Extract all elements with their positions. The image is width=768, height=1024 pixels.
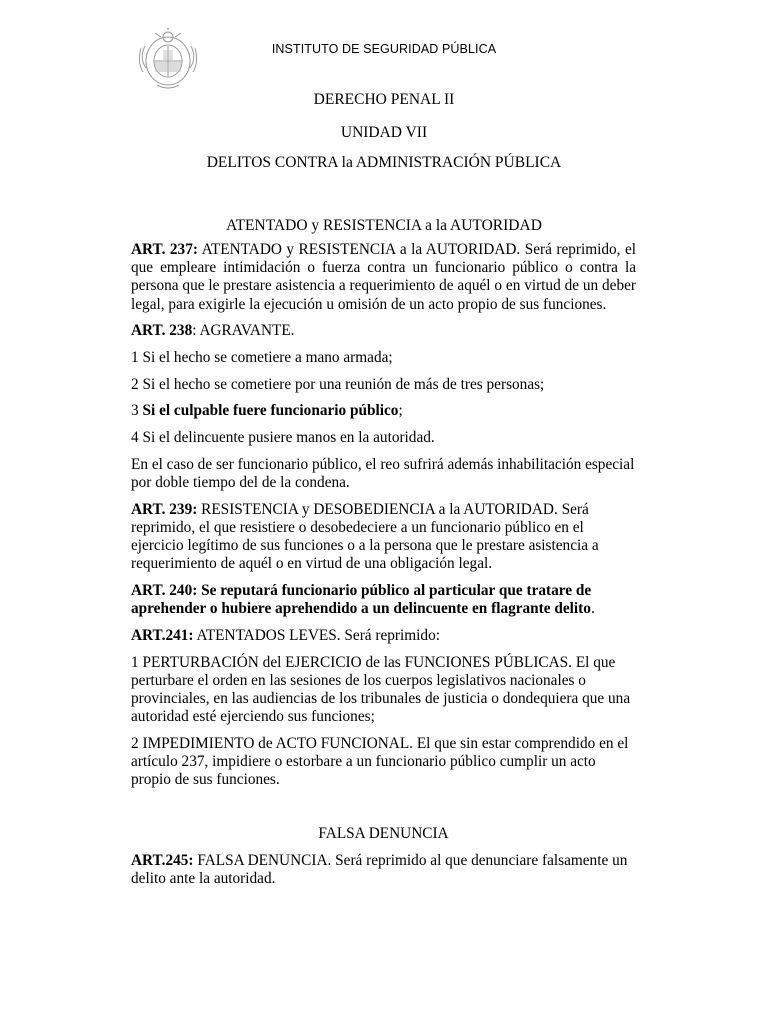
item-3-prefix: 3 (131, 402, 143, 420)
article-240-suffix: . (590, 600, 595, 618)
article-238-item-3 (131, 402, 636, 420)
article-245-text: FALSA DENUNCIA. Será reprimido al que denunciare falsamente un delito ante la autoridad. (131, 852, 628, 888)
article-238 (131, 322, 636, 340)
article-240-bold: ART. 240: Se reputará funcionario público al particular que tratare de aprehender o hubiere aprehendido a un delincuente en flagrante delito (131, 582, 592, 618)
article-245-label: ART.245: (131, 852, 194, 870)
article-238-label: ART. 238 (131, 322, 193, 340)
article-237-text: ATENTADO y RESISTENCIA a la AUTORIDAD. Será reprimido, el que empleare intimidación o fuerza contra un funcionario público o contra la persona que le prestare asistencia a requerimiento de aquél o en virtud de un deber legal, para exigirle la ejecución u omisión de un acto propio de sus funciones. (131, 241, 636, 313)
course-title: DERECHO PENAL II (313, 91, 455, 108)
document-body (131, 241, 636, 897)
article-238-item-2: 2 Si el hecho se cometiere por una reunión de más de tres personas; (131, 375, 545, 393)
article-239-label: ART. 239: (131, 500, 198, 518)
article-238-note: En el caso de ser funcionario público, el reo sufrirá además inhabilitación especial por doble tiempo del de la condena. (131, 455, 635, 492)
article-239-text: RESISTENCIA y DESOBEDIENCIA a la AUTORIDAD. Será reprimido, el que resistiere o desobedeciere a un funcionario público en el ejercicio legítimo de sus funciones o a la persona que le prestare asistencia a requerimiento de aquél o en virtud de una obligación legal. (131, 500, 599, 573)
article-237-label: ART. 237: (131, 241, 198, 258)
article-241-text: ATENTADOS LEVES. Será reprimido: (193, 626, 440, 644)
article-238-item-1: 1 Si el hecho se cometiere a mano armada; (131, 349, 393, 367)
article-238-item-4: 4 Si el delincuente pusiere manos en la autoridad. (131, 429, 435, 447)
institute-header: INSTITUTO DE SEGURIDAD PÚBLICA (271, 42, 497, 56)
unit-title: UNIDAD VII (340, 124, 428, 141)
article-238-text: : AGRAVANTE. (192, 322, 295, 340)
article-240 (131, 582, 636, 618)
topic-title: DELITOS CONTRA la ADMINISTRACIÓN PÚBLICA (206, 154, 562, 171)
section-title-atentado: ATENTADO y RESISTENCIA a la AUTORIDAD (226, 217, 542, 234)
article-245 (131, 852, 636, 888)
section-title-falsa-denuncia: FALSA DENUNCIA (318, 825, 449, 843)
item-3-suffix: ; (398, 402, 403, 420)
section-gap (131, 798, 636, 825)
item-3-bold: Si el culpable fuere funcionario público (142, 402, 399, 420)
article-241-item-2: 2 IMPEDIMIENTO de ACTO FUNCIONAL. El que sin estar comprendido en el artículo 237, impidiere o estorbare a un funcionario público cumplir un acto propio de sus funciones. (131, 734, 629, 789)
article-241-item-1: 1 PERTURBACIÓN del EJERCICIO de las FUNCIONES PÚBLICAS. El que perturbare el orden en las sesiones de los cuerpos legislativos nacionales o provinciales, en las audiencias de los tribunales de justicia o dondequiera que una autoridad esté ejerciendo sus funciones; (131, 653, 631, 726)
article-241-label: ART.241: (131, 626, 194, 644)
article-237 (131, 241, 636, 314)
article-239 (131, 501, 636, 574)
article-241 (131, 627, 636, 645)
coat-of-arms-seal-icon (133, 28, 203, 92)
